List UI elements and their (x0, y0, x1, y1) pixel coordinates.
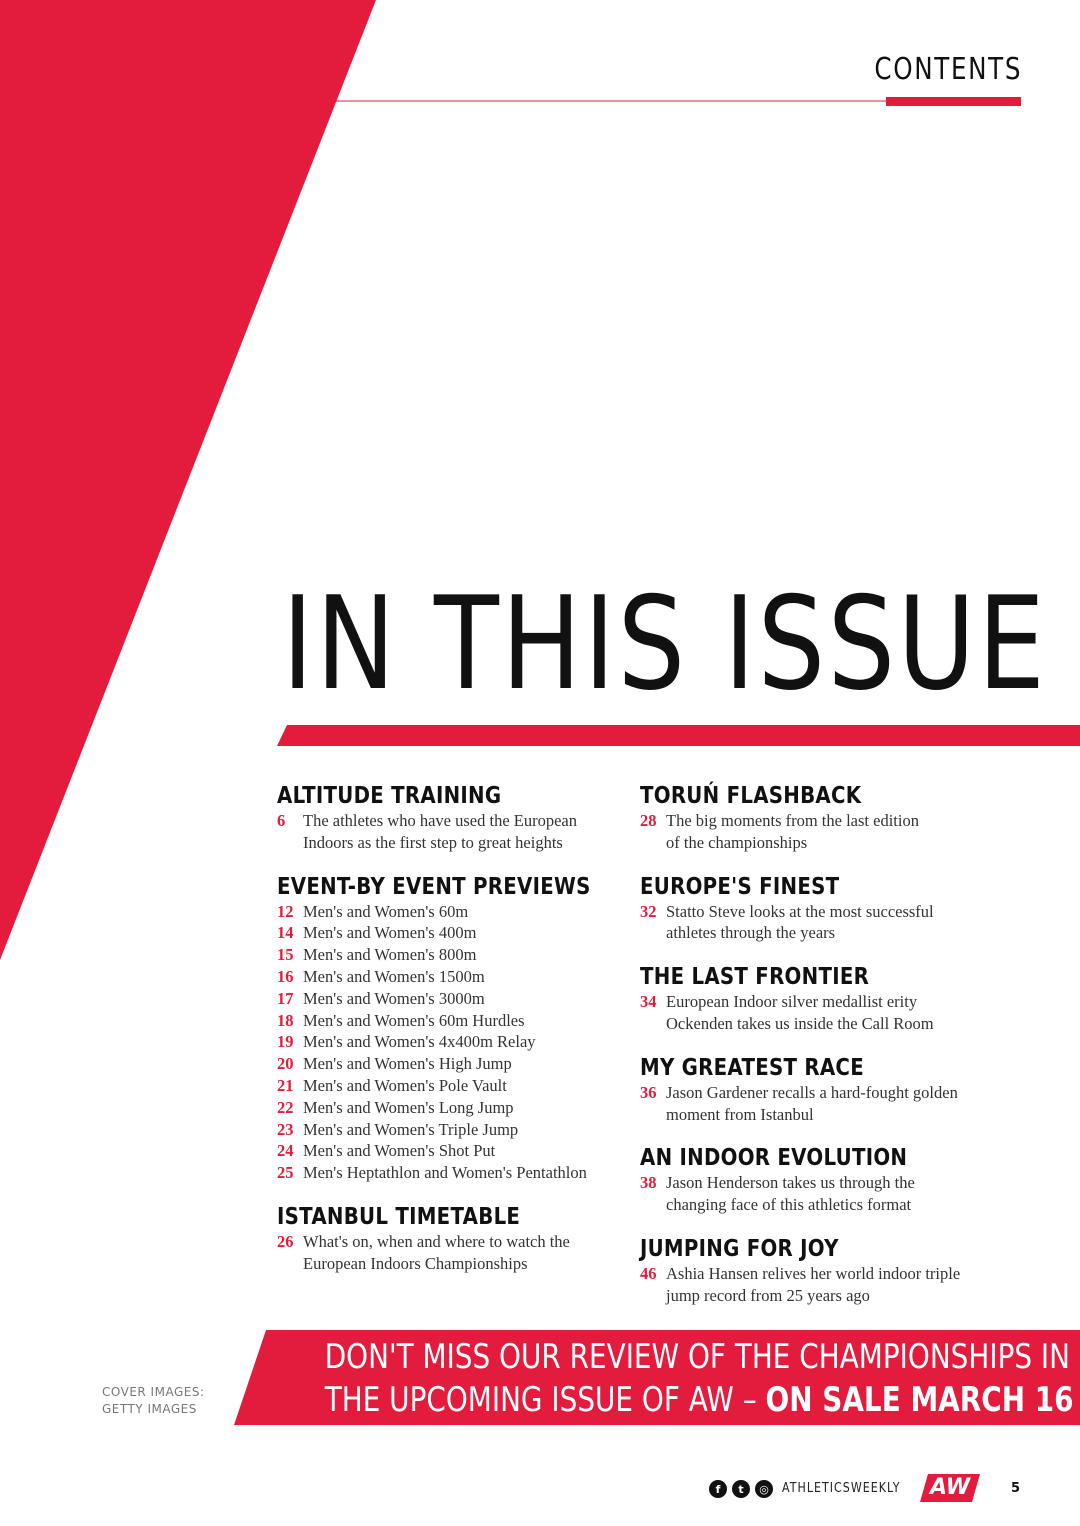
page-number-footer: 5 (1011, 1481, 1021, 1496)
page-number: 15 (277, 945, 294, 965)
list-item-text: Men's and Women's 60m (303, 901, 469, 921)
contents-section (277, 782, 617, 854)
social-handle[interactable]: ATHLETICSWEEKLY (782, 1481, 901, 1496)
list-item-text: Men's and Women's Pole Vault (303, 1075, 507, 1095)
contents-left-column (277, 782, 617, 1294)
list-item[interactable] (277, 1140, 617, 1162)
page-number: 32 (640, 901, 657, 921)
page-number: 28 (640, 811, 657, 830)
promo-banner-line1: DON'T MISS OUR REVIEW OF THE CHAMPIONSHIPS IN (324, 1337, 1071, 1377)
entry-line: Jason Henderson takes us through the (666, 1173, 915, 1193)
social-icons (709, 1480, 773, 1498)
contents-entry[interactable] (277, 1231, 617, 1275)
page-number: 21 (277, 1075, 294, 1095)
page-title: IN THIS ISSUE (282, 570, 1048, 719)
page-number: 20 (277, 1054, 294, 1074)
list-item-text: Men's and Women's 60m Hurdles (303, 1010, 525, 1030)
entry-description (666, 1172, 980, 1216)
entry-line: The big moments from the last edition (666, 811, 919, 830)
aw-logo: AW (929, 1475, 971, 1500)
promo-banner-line2 (324, 1379, 1074, 1422)
list-item-text: Men's and Women's High Jump (303, 1054, 512, 1074)
list-item[interactable] (277, 1031, 617, 1053)
contents-section (640, 1235, 980, 1307)
headline-underline-bar (277, 725, 1080, 746)
contents-section (640, 873, 980, 945)
page-number: 6 (277, 811, 286, 830)
list-item-text: Men's and Women's 1500m (303, 966, 485, 986)
list-item-text: Men's and Women's Long Jump (303, 1097, 514, 1117)
page-number: 12 (277, 901, 294, 921)
contents-right-column (640, 782, 980, 1326)
section-title[interactable]: ISTANBUL TIMETABLE (277, 1203, 521, 1230)
entry-description (666, 1263, 980, 1307)
page-number: 19 (277, 1032, 294, 1052)
contents-entry[interactable] (640, 991, 980, 1035)
entry-description (666, 810, 980, 854)
cover-credit-line: COVER IMAGES: (102, 1385, 205, 1399)
entry-line: changing face of this athletics format (666, 1195, 912, 1215)
entry-description (666, 1082, 980, 1126)
list-item-text: Men's and Women's Triple Jump (303, 1119, 519, 1139)
list-item[interactable] (277, 988, 617, 1010)
list-item[interactable] (277, 1075, 617, 1097)
entry-description (666, 901, 980, 945)
facebook-icon[interactable]: f (709, 1480, 727, 1498)
instagram-icon[interactable]: ◎ (755, 1480, 773, 1498)
page-number: 24 (277, 1141, 294, 1161)
section-title[interactable]: AN INDOOR EVOLUTION (640, 1145, 908, 1172)
page-number: 16 (277, 966, 294, 986)
entry-line: jump record from 25 years ago (666, 1285, 870, 1305)
entry-line: athletes through the years (666, 923, 836, 943)
list-item-text: Men's and Women's 400m (303, 923, 477, 943)
section-title[interactable]: JUMPING FOR JOY (640, 1235, 839, 1262)
entry-line: The athletes who have used the European (303, 811, 577, 830)
entry-line: European Indoor silver medallist erity (666, 992, 918, 1012)
list-item[interactable] (277, 1053, 617, 1075)
list-item[interactable] (277, 944, 617, 966)
contents-entry[interactable] (277, 810, 617, 854)
list-item[interactable] (277, 966, 617, 988)
contents-entry[interactable] (640, 1172, 980, 1216)
list-item-text: Men's and Women's Shot Put (303, 1141, 496, 1161)
section-title[interactable]: TORUŃ FLASHBACK (640, 783, 862, 809)
list-item[interactable] (277, 1119, 617, 1141)
entry-line: Jason Gardener recalls a hard-fought golden (666, 1082, 958, 1102)
list-item-text: Men's and Women's 4x400m Relay (303, 1032, 536, 1052)
page-number: 46 (640, 1263, 657, 1283)
contents-section (640, 782, 980, 854)
list-item[interactable] (277, 1097, 617, 1119)
section-title[interactable]: ALTITUDE TRAINING (277, 783, 502, 809)
promo-banner-sale-date: ON SALE MARCH 16 (765, 1380, 1074, 1420)
contents-entry[interactable] (640, 1263, 980, 1307)
entry-line: Statto Steve looks at the most successful (666, 901, 934, 921)
promo-banner-regular: THE UPCOMING ISSUE OF AW – (324, 1380, 766, 1420)
cover-credit (102, 1384, 205, 1418)
contents-section (640, 1054, 980, 1126)
contents-entry[interactable] (640, 901, 980, 945)
page-number: 26 (277, 1231, 294, 1251)
entry-line: of the championships (666, 832, 808, 852)
contents-section (640, 1144, 980, 1216)
entry-description (303, 810, 617, 854)
page-number: 14 (277, 923, 294, 943)
entry-line: What's on, when and where to watch the (303, 1231, 570, 1251)
entry-line: Ashia Hansen relives her world indoor triple (666, 1263, 961, 1283)
list-item[interactable] (277, 901, 617, 923)
entry-line: European Indoors Championships (303, 1253, 528, 1273)
section-title[interactable]: MY GREATEST RACE (640, 1054, 864, 1081)
page-number: 17 (277, 988, 294, 1008)
list-item-text: Men's and Women's 3000m (303, 988, 485, 1008)
contents-entry[interactable] (640, 810, 980, 854)
section-title[interactable]: THE LAST FRONTIER (640, 964, 870, 991)
page-number: 18 (277, 1010, 294, 1030)
entry-description (303, 1231, 617, 1275)
list-item[interactable] (277, 1162, 617, 1184)
section-label: CONTENTS (874, 52, 1022, 87)
entry-description (666, 991, 980, 1035)
contents-section (277, 873, 617, 1184)
list-item[interactable] (277, 1010, 617, 1032)
contents-section (640, 963, 980, 1035)
page-number: 38 (640, 1173, 657, 1193)
list-item-text: Men's Heptathlon and Women's Pentathlon (303, 1163, 587, 1183)
cover-credit-line: GETTY IMAGES (102, 1402, 197, 1416)
entry-line: Ockenden takes us inside the Call Room (666, 1013, 934, 1033)
section-title[interactable]: EUROPE'S FINEST (640, 873, 840, 900)
contents-section (277, 1203, 617, 1275)
twitter-icon[interactable]: t (732, 1480, 750, 1498)
header-accent-bar (886, 97, 1021, 106)
section-title[interactable]: EVENT-BY EVENT PREVIEWS (277, 873, 591, 900)
contents-entry[interactable] (640, 1082, 980, 1126)
page-number: 34 (640, 992, 657, 1012)
page-number: 23 (277, 1119, 294, 1139)
list-item[interactable] (277, 922, 617, 944)
page-number: 22 (277, 1097, 294, 1117)
entry-line: moment from Istanbul (666, 1104, 814, 1124)
list-item-text: Men's and Women's 800m (303, 945, 477, 965)
page-number: 36 (640, 1082, 657, 1102)
page-number: 25 (277, 1163, 294, 1183)
entry-line: Indoors as the first step to great heights (303, 832, 563, 852)
